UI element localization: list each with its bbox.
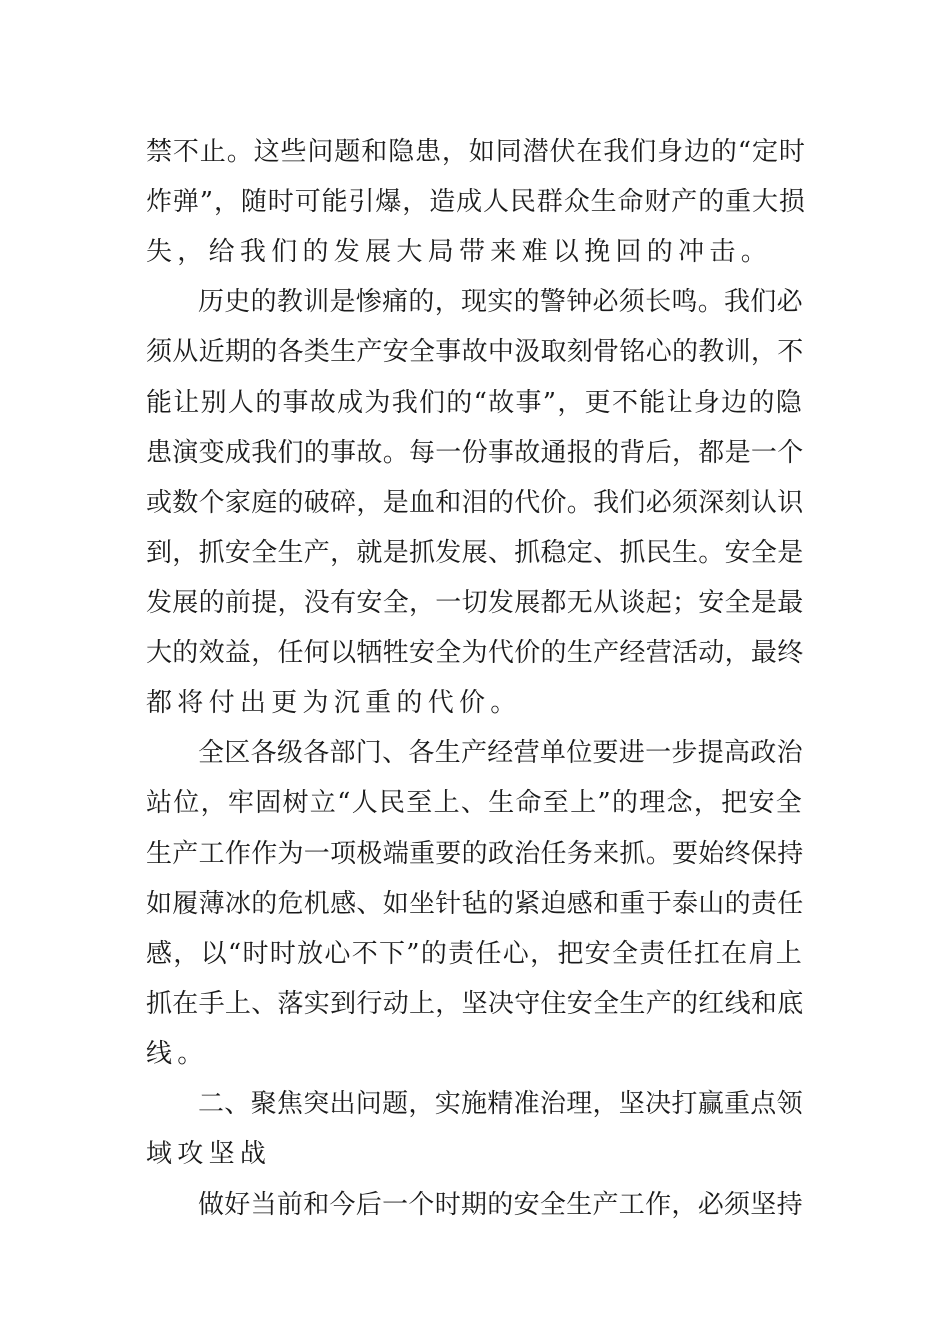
text-line: 大的效益，任何以牺牲安全为代价的生产经营活动，最终 [146, 638, 804, 668]
text-line: 失，给我们的发展大局带来难以挽回的冲击。 [146, 237, 773, 267]
text-line: 禁不止。这些问题和隐患，如同潜伏在我们身边的“定时 [146, 137, 806, 167]
text-line: 历史的教训是惨痛的，现实的警钟必须长鸣。我们必 [198, 287, 803, 317]
text-line: 全区各级各部门、各生产经营单位要进一步提高政治 [198, 738, 803, 768]
section-heading: 二、聚焦突出问题，实施精准治理，坚决打赢重点领 [198, 1089, 803, 1119]
text-line: 都将付出更为沉重的代价。 [146, 688, 522, 718]
text-line: 能让别人的事故成为我们的“故事”，更不能让身边的隐 [146, 388, 804, 418]
text-line: 做好当前和今后一个时期的安全生产工作，必须坚持 [198, 1190, 803, 1220]
text-line: 发展的前提，没有安全，一切发展都无从谈起；安全是最 [146, 588, 804, 618]
section-heading: 域攻坚战 [146, 1139, 272, 1169]
text-line: 患演变成我们的事故。每一份事故通报的背后，都是一个 [146, 438, 804, 468]
text-line: 如履薄冰的危机感、如坐针毡的紧迫感和重于泰山的责任 [146, 889, 804, 919]
text-line: 线。 [146, 1039, 209, 1069]
text-line: 抓在手上、落实到行动上，坚决守住安全生产的红线和底 [146, 989, 804, 1019]
text-line: 站位，牢固树立“人民至上、生命至上”的理念，把安全 [146, 788, 804, 818]
text-line: 感，以“时时放心不下”的责任心，把安全责任扛在肩上 [146, 939, 804, 969]
text-line: 炸弹”，随时可能引爆，造成人民群众生命财产的重大损 [146, 187, 806, 217]
text-line: 生产工作作为一项极端重要的政治任务来抓。要始终保持 [146, 839, 804, 869]
text-line: 须从近期的各类生产安全事故中汲取刻骨铭心的教训，不 [146, 337, 804, 367]
text-line: 或数个家庭的破碎，是血和泪的代价。我们必须深刻认识 [146, 488, 804, 518]
text-line: 到，抓安全生产，就是抓发展、抓稳定、抓民生。安全是 [146, 538, 804, 568]
